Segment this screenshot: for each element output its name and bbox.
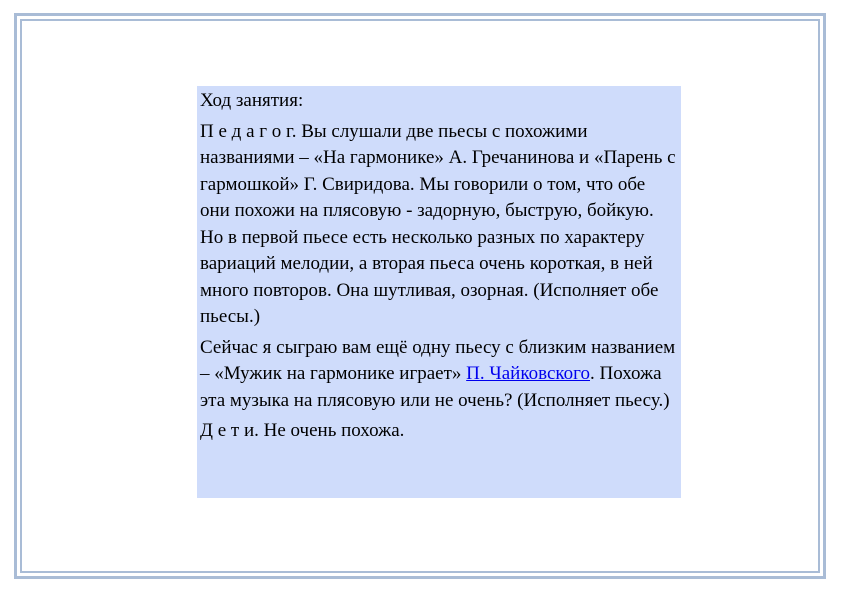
lesson-heading-text: Ход занятия: (200, 90, 304, 111)
teacher-paragraph (200, 119, 677, 331)
children-paragraph-text: Не очень похожа. (258, 420, 405, 441)
children-speaker-label: Д е т и. (200, 420, 259, 441)
children-paragraph (200, 418, 677, 445)
lesson-text-box (197, 86, 681, 498)
teacher-paragraph-2 (200, 335, 677, 415)
teacher-paragraph-text: Вы слушали две пьесы с похожими названиями – «На гармонике» А. Гречанинова и «Парень с гармошкой» Г. Свиридова. Мы говорили о том, что обе они похожи на плясовую - задорную, быструю, бойкую. Но в первой пьесе есть несколько разных по характеру вариаций мелодии, а вторая пьеса очень короткая, в ней много повторов. Она шутливая, озорная. (Исполняет обе пьесы.) (200, 120, 676, 327)
lesson-heading (200, 88, 677, 115)
teacher-speaker-label: П е д а г о г. (200, 120, 297, 142)
tchaikovsky-link[interactable]: П. Чайковского (466, 363, 590, 384)
paragraph2-text-before: Сейчас я сыграю вам ещё одну пьесу с близким названием – «Мужик на гармонике играет» (200, 336, 676, 384)
paragraph2-text-after: . Похожа эта музыка на плясовую или не очень? (Исполняет пьесу.) (200, 363, 670, 411)
